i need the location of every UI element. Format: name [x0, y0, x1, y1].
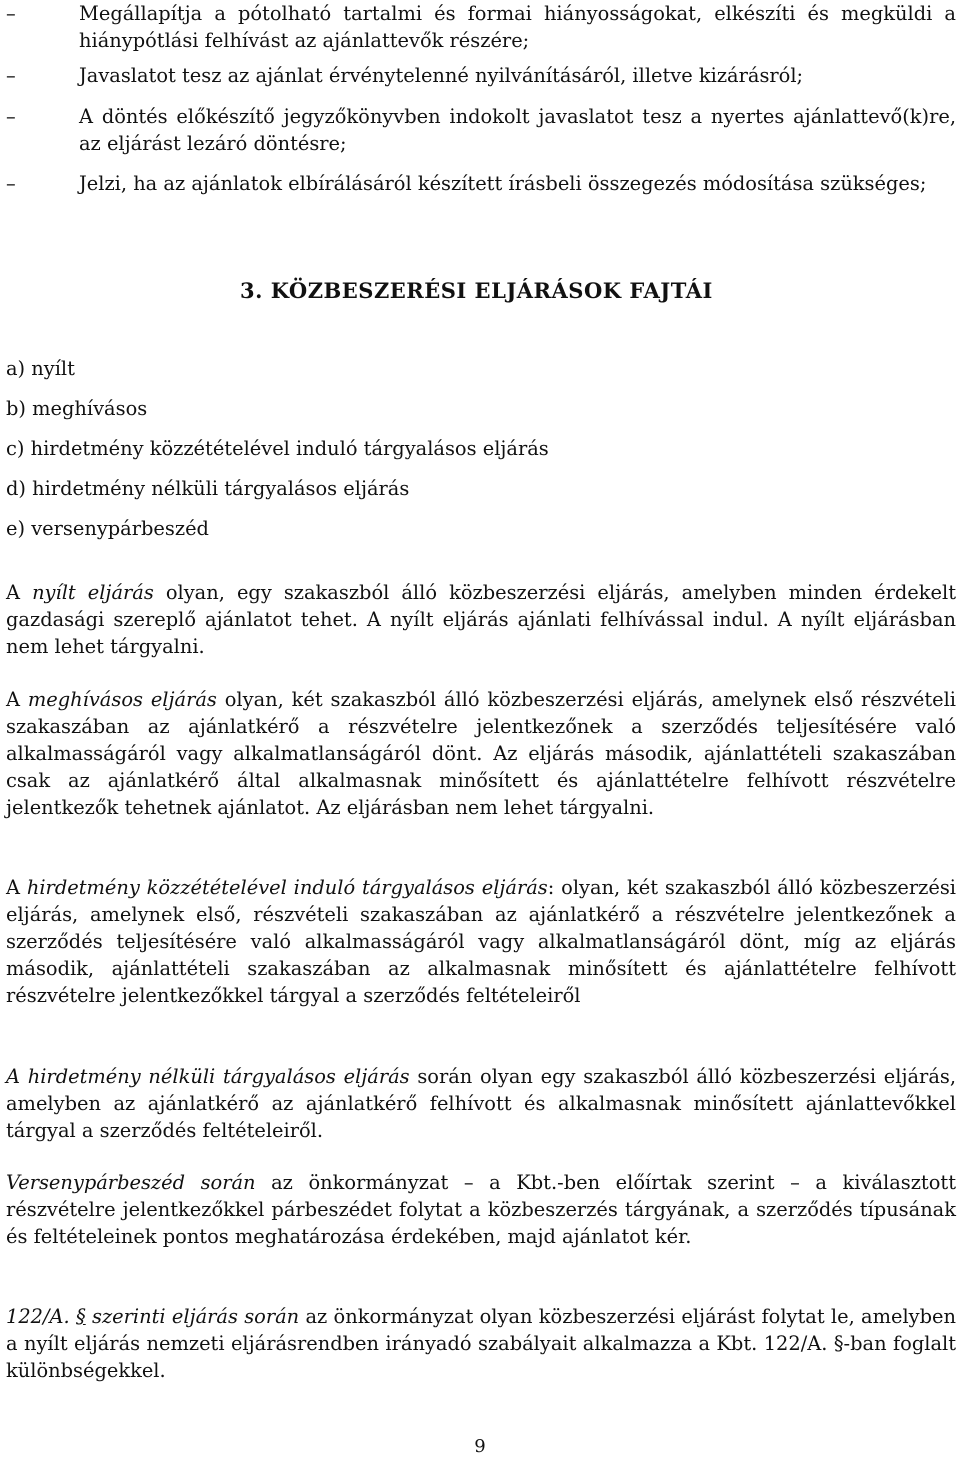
paragraph-negotiated-without-notice [6, 1063, 956, 1144]
bullet-text: Megállapítja a pótolható tartalmi és formai hiányosságokat, elkészíti és megküldi a hiánypótlási felhívást az ajánlattevők részére; [79, 2, 956, 52]
bullet-dash: – [6, 64, 16, 87]
paragraph-text: az önkormányzat olyan közbeszerzési eljárást folytat le, amelyben a nyílt eljárás nemzeti eljárásrendben irányadó szabályait alkalmazza a Kbt. 122/A. §-ban foglalt különbségekkel. [6, 1305, 957, 1382]
bullet-item [6, 0, 956, 54]
term-competitive-dialogue: Versenypárbeszéd során [6, 1171, 256, 1194]
term-122a: 122/A. [6, 1305, 77, 1328]
term-negotiated-with-notice: hirdetmény közzétételével induló tárgyalásos eljárás [26, 876, 548, 899]
paragraph-text: során olyan egy szakaszból álló közbeszerzési eljárás, amelyben az ajánlatkérő az ajánlatkérő felhívott és alkalmasnak minősített ajánlattevőkkel tárgyal a szerződés feltételeiről. [6, 1065, 956, 1142]
bullet-text: Jelzi, ha az ajánlatok elbírálásáról készített írásbeli összegezés módosítása szükséges; [79, 172, 927, 195]
paragraph-text: olyan, két szakaszból álló közbeszerzési eljárás, amelynek első részvételi szakaszában az ajánlatkérő a részvételre jelentkezőnek a szerződés teljesítésére való alkalmasságáról vagy alkalmatlanságáról dönt. Az eljárás második, ajánlattételi szakaszában csak az ajánlatkérő által alkalmasnak minősített és ajánlattételre felhívott részvételre jelentkezők tehetnek ajánlatot. Az eljárásban nem lehet tárgyalni. [6, 688, 957, 819]
term-122a-procedure: szerinti eljárás során [85, 1305, 300, 1328]
page-number: 9 [474, 1436, 486, 1457]
paragraph-open-procedure [6, 579, 956, 660]
bullet-dash: – [6, 2, 16, 25]
procedure-type-item: c) hirdetmény közzétételével induló tárgyalásos eljárás [6, 437, 549, 460]
bullet-dash: – [6, 105, 16, 128]
paragraph-competitive-dialogue [6, 1169, 956, 1250]
term-open-procedure: nyílt eljárás [32, 581, 154, 604]
bullet-item [6, 170, 956, 197]
procedure-type-item: a) nyílt [6, 357, 75, 380]
paragraph-text: A [6, 688, 28, 711]
term-negotiated-without-notice: A hirdetmény nélküli tárgyalásos eljárás [6, 1065, 410, 1088]
paragraph-text: az önkormányzat – a Kbt.-ben előírtak szerint – a kiválasztott részvételre jelentkezőkkel párbeszédet folytat a közbeszerzés tárgyának, a szerződés típusának és feltételeinek pontos meghatározása érdekében, majd ajánlatot kér. [6, 1171, 956, 1248]
procedure-type-item: d) hirdetmény nélküli tárgyalásos eljárás [6, 477, 410, 500]
paragraph-text: A [6, 876, 27, 899]
bullet-item [6, 103, 956, 157]
bullet-text: A döntés előkészítő jegyzőkönyvben indokolt javaslatot tesz a nyertes ajánlattevő(k)re, az eljárást lezáró döntésre; [79, 105, 956, 155]
paragraph-text: A [6, 581, 33, 604]
procedure-type-item: b) meghívásos [6, 397, 148, 420]
bullet-dash: – [6, 172, 16, 195]
paragraph-restricted-procedure [6, 686, 956, 821]
section-heading: 3. KÖZBESZERÉSI ELJÁRÁSOK FAJTÁI [240, 278, 713, 303]
paragraph-text: olyan, egy szakaszból álló közbeszerzési eljárás, amelyben minden érdekelt gazdasági szereplő ajánlatot tehet. A nyílt eljárás ajánlati felhívással indul. A nyílt eljárásban nem lehet tárgyalni. [6, 581, 957, 658]
paragraph-text: : olyan, két szakaszból álló közbeszerzési eljárás, amelynek első, részvételi szakaszában az ajánlatkérő a részvételre jelentkezőnek a szerződés teljesítésére való alkalmasságáról vagy alkalmatlanságáról dönt, míg az eljárás második, ajánlattételi szakaszában az alkalmasnak minősített és ajánlattételre felhívott részvételre jelentkezőkkel tárgyal a szerződés feltételeiről [6, 876, 957, 1007]
bullet-item [6, 62, 956, 89]
procedure-type-item: e) versenypárbeszéd [6, 517, 209, 540]
term-restricted-procedure: meghívásos eljárás [27, 688, 217, 711]
section-sign: § [76, 1305, 86, 1328]
paragraph-negotiated-with-notice [6, 874, 956, 1009]
bullet-text: Javaslatot tesz az ajánlat érvénytelenné nyilvánításáról, illetve kizárásról; [79, 64, 804, 87]
paragraph-122a-procedure [6, 1303, 956, 1384]
